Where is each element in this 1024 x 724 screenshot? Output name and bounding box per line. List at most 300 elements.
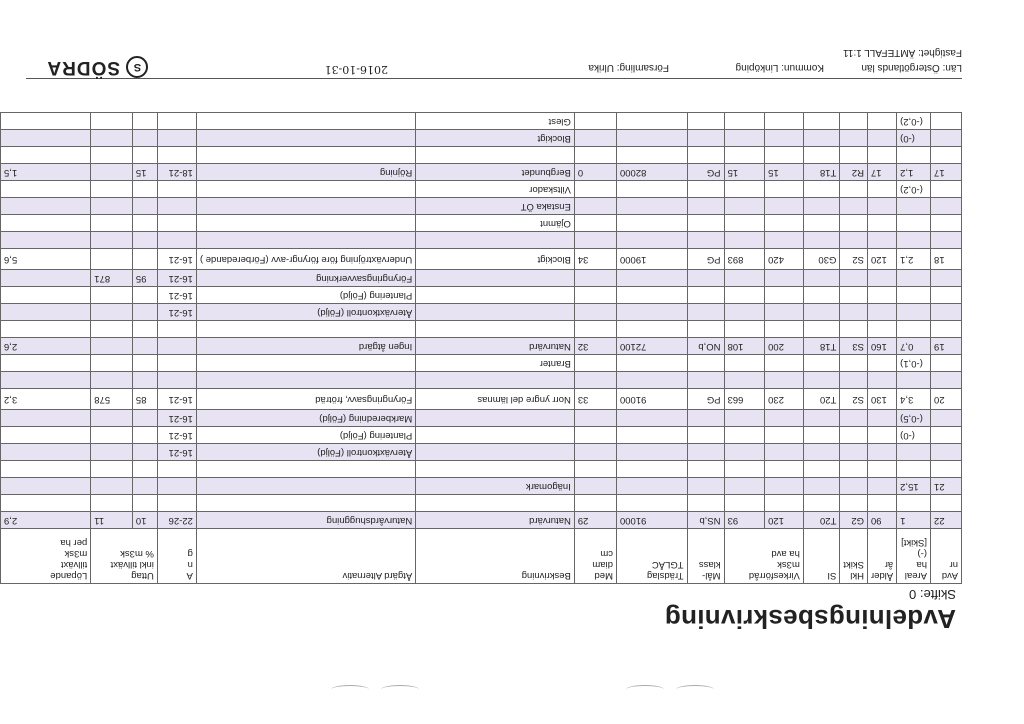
- cell-hkl: S2: [840, 389, 868, 410]
- cell-alder: [867, 461, 896, 478]
- cell-si: [803, 372, 840, 389]
- cell-med: [574, 372, 616, 389]
- col-alder: Ålder år: [867, 529, 896, 584]
- cell-areal: 3,4: [897, 389, 931, 410]
- cell-m3: [91, 355, 133, 372]
- cell-lop: [1, 181, 91, 198]
- cell-mal: [687, 181, 724, 198]
- cell-besk: [416, 495, 575, 512]
- col-virkesforrad: Virkesförråd m3sk ha avd: [724, 529, 803, 584]
- cell-hkl: [840, 113, 868, 130]
- cell-atg: [196, 478, 415, 495]
- cell-lop: [1, 232, 91, 249]
- cell-lop: 1,5: [1, 164, 91, 181]
- cell-atg: [196, 147, 415, 164]
- cell-mal: NO,b: [687, 338, 724, 355]
- cell-trad: [616, 113, 687, 130]
- cell-pct: [132, 130, 157, 147]
- cell-si: [803, 410, 840, 427]
- cell-alder: [867, 270, 896, 287]
- cell-besk: [416, 461, 575, 478]
- cell-med: [574, 461, 616, 478]
- footer-fastighet: Fastighet: ÄMTEFALL 1:11: [843, 47, 962, 58]
- cell-avd: [931, 410, 962, 427]
- cell-hkl: [840, 130, 868, 147]
- cell-ang: [157, 232, 196, 249]
- cell-avdv: [724, 287, 765, 304]
- cell-besk: [416, 287, 575, 304]
- table-row: [1, 512, 962, 529]
- cell-avd: [931, 495, 962, 512]
- sodra-logo-text: SÖDRA: [46, 57, 120, 78]
- table-row: [1, 147, 962, 164]
- cell-avd: [931, 232, 962, 249]
- cell-ha: 200: [765, 338, 804, 355]
- table-row: [1, 410, 962, 427]
- cell-ha: 120: [765, 512, 804, 529]
- cell-areal: [897, 372, 931, 389]
- cell-alder: [867, 113, 896, 130]
- cell-si: [803, 321, 840, 338]
- cell-mal: [687, 147, 724, 164]
- cell-ha: [765, 147, 804, 164]
- cell-besk: Glest: [416, 113, 575, 130]
- cell-alder: [867, 372, 896, 389]
- cell-hkl: S2: [840, 249, 868, 270]
- table-row: [1, 478, 962, 495]
- cell-atg: Återväxtkontroll (Följd): [196, 304, 415, 321]
- cell-avdv: [724, 198, 765, 215]
- cell-ha: 230: [765, 389, 804, 410]
- cell-mal: PG: [687, 164, 724, 181]
- cell-lop: [1, 461, 91, 478]
- cell-m3: [91, 249, 133, 270]
- cell-ang: 16-21: [157, 389, 196, 410]
- cell-areal: [897, 232, 931, 249]
- cell-pct: 85: [132, 389, 157, 410]
- cell-atg: Underväxtröjning före föryngr-avv (Förberedande ): [196, 249, 415, 270]
- cell-trad: [616, 478, 687, 495]
- cell-avd: [931, 461, 962, 478]
- cell-ha: [765, 321, 804, 338]
- cell-alder: [867, 410, 896, 427]
- table-row: [1, 113, 962, 130]
- cell-alder: [867, 321, 896, 338]
- cell-hkl: S3: [840, 338, 868, 355]
- cell-trad: [616, 410, 687, 427]
- cell-mal: [687, 495, 724, 512]
- cell-trad: [616, 321, 687, 338]
- cell-pct: [132, 215, 157, 232]
- cell-med: [574, 232, 616, 249]
- cell-areal: 15,2: [897, 478, 931, 495]
- cell-trad: [616, 495, 687, 512]
- cell-avdv: [724, 355, 765, 372]
- cell-avdv: 663: [724, 389, 765, 410]
- cell-lop: [1, 198, 91, 215]
- cell-avd: [931, 444, 962, 461]
- cell-ang: 16-21: [157, 410, 196, 427]
- col-angelagenhet: A n g: [157, 529, 196, 584]
- cell-hkl: [840, 461, 868, 478]
- cell-alder: [867, 232, 896, 249]
- cell-mal: [687, 444, 724, 461]
- cell-mal: [687, 427, 724, 444]
- cell-trad: 72100: [616, 338, 687, 355]
- cell-ang: [157, 147, 196, 164]
- cell-ang: 18-21: [157, 164, 196, 181]
- cell-mal: [687, 215, 724, 232]
- cell-ha: 420: [765, 249, 804, 270]
- cell-hkl: [840, 215, 868, 232]
- cell-besk: [416, 321, 575, 338]
- cell-avdv: [724, 478, 765, 495]
- cell-atg: [196, 461, 415, 478]
- cell-atg: [196, 181, 415, 198]
- cell-areal: 1,2: [897, 164, 931, 181]
- table-row: [1, 304, 962, 321]
- cell-avdv: [724, 372, 765, 389]
- cell-besk: Enstaka ÖT: [416, 198, 575, 215]
- cell-avd: 21: [931, 478, 962, 495]
- cell-mal: [687, 410, 724, 427]
- cell-trad: [616, 198, 687, 215]
- cell-avd: [931, 130, 962, 147]
- cell-avdv: [724, 495, 765, 512]
- cell-hkl: [840, 372, 868, 389]
- page-title: Avdelningsbeskrivning: [664, 604, 956, 634]
- cell-m3: [91, 232, 133, 249]
- cell-areal: (-0,1): [897, 355, 931, 372]
- cell-si: [803, 147, 840, 164]
- cell-atg: [196, 113, 415, 130]
- cell-m3: [91, 130, 133, 147]
- cell-mal: [687, 130, 724, 147]
- cell-med: 0: [574, 164, 616, 181]
- cell-areal: (-0): [897, 427, 931, 444]
- cell-si: [803, 232, 840, 249]
- cell-avdv: [724, 215, 765, 232]
- cell-avd: [931, 372, 962, 389]
- cell-lop: [1, 321, 91, 338]
- cell-mal: [687, 270, 724, 287]
- cell-avd: [931, 270, 962, 287]
- cell-med: [574, 130, 616, 147]
- table-row: [1, 287, 962, 304]
- cell-lop: [1, 304, 91, 321]
- cell-avdv: [724, 304, 765, 321]
- cell-areal: [897, 147, 931, 164]
- table-row: [1, 444, 962, 461]
- cell-ha: [765, 270, 804, 287]
- cell-m3: 11: [91, 512, 133, 529]
- cell-hkl: [840, 287, 868, 304]
- cell-alder: [867, 427, 896, 444]
- cell-ang: [157, 355, 196, 372]
- col-areal: Areal ha (-) [Skikt]: [897, 529, 931, 584]
- cell-atg: [196, 355, 415, 372]
- cell-areal: [897, 198, 931, 215]
- table-row: [1, 232, 962, 249]
- cell-ang: 16-21: [157, 427, 196, 444]
- cell-besk: Inägomark: [416, 478, 575, 495]
- cell-ha: [765, 478, 804, 495]
- cell-si: [803, 181, 840, 198]
- cell-lop: 2,9: [1, 512, 91, 529]
- cell-lop: [1, 287, 91, 304]
- cell-avdv: [724, 444, 765, 461]
- cell-ang: 16-21: [157, 304, 196, 321]
- cell-alder: 120: [867, 249, 896, 270]
- col-uttag: Uttag inkl tillväxt % m3sk: [91, 529, 158, 584]
- cell-si: [803, 461, 840, 478]
- cell-hkl: [840, 232, 868, 249]
- cell-ha: [765, 232, 804, 249]
- table-body: [1, 113, 962, 529]
- cell-ang: [157, 198, 196, 215]
- cell-pct: [132, 304, 157, 321]
- cell-hkl: [840, 427, 868, 444]
- cell-avd: [931, 427, 962, 444]
- cell-m3: [91, 215, 133, 232]
- cell-avd: [931, 321, 962, 338]
- cell-avd: [931, 355, 962, 372]
- table-row: [1, 164, 962, 181]
- cell-alder: [867, 147, 896, 164]
- cell-atg: Naturvårdshuggning: [196, 512, 415, 529]
- cell-m3: [91, 164, 133, 181]
- punch-hole-mark: [676, 685, 714, 694]
- cell-si: T18: [803, 338, 840, 355]
- cell-areal: [897, 461, 931, 478]
- table-row: [1, 181, 962, 198]
- cell-med: 33: [574, 389, 616, 410]
- cell-besk: Bergbundet: [416, 164, 575, 181]
- cell-ang: 16-21: [157, 249, 196, 270]
- cell-med: [574, 478, 616, 495]
- cell-trad: [616, 181, 687, 198]
- cell-hkl: [840, 495, 868, 512]
- cell-areal: 0,7: [897, 338, 931, 355]
- cell-ang: [157, 372, 196, 389]
- cell-med: [574, 287, 616, 304]
- table-row: [1, 130, 962, 147]
- cell-med: 29: [574, 512, 616, 529]
- cell-si: [803, 113, 840, 130]
- cell-besk: Ojämnt: [416, 215, 575, 232]
- cell-avdv: 93: [724, 512, 765, 529]
- cell-alder: [867, 304, 896, 321]
- cell-mal: [687, 321, 724, 338]
- cell-si: [803, 444, 840, 461]
- cell-ang: 16-21: [157, 287, 196, 304]
- cell-atg: Plantering (Följd): [196, 427, 415, 444]
- cell-atg: [196, 130, 415, 147]
- cell-besk: Blockigt: [416, 249, 575, 270]
- cell-avdv: [724, 232, 765, 249]
- cell-avdv: [724, 113, 765, 130]
- cell-med: [574, 304, 616, 321]
- cell-lop: [1, 113, 91, 130]
- cell-alder: [867, 198, 896, 215]
- cell-hkl: G2: [840, 512, 868, 529]
- cell-atg: [196, 372, 415, 389]
- cell-med: [574, 215, 616, 232]
- cell-alder: 90: [867, 512, 896, 529]
- cell-ha: [765, 495, 804, 512]
- cell-pct: [132, 355, 157, 372]
- cell-ha: [765, 355, 804, 372]
- cell-areal: (-0,5): [897, 410, 931, 427]
- cell-si: [803, 270, 840, 287]
- cell-pct: [132, 232, 157, 249]
- cell-mal: [687, 287, 724, 304]
- cell-hkl: [840, 304, 868, 321]
- cell-m3: [91, 304, 133, 321]
- cell-ang: [157, 478, 196, 495]
- table-row: [1, 215, 962, 232]
- cell-m3: [91, 287, 133, 304]
- cell-mal: [687, 372, 724, 389]
- cell-ang: 22-26: [157, 512, 196, 529]
- cell-si: [803, 198, 840, 215]
- cell-m3: [91, 181, 133, 198]
- cell-si: [803, 478, 840, 495]
- cell-ang: [157, 461, 196, 478]
- cell-areal: [897, 444, 931, 461]
- cell-hkl: [840, 270, 868, 287]
- cell-m3: [91, 410, 133, 427]
- cell-trad: [616, 270, 687, 287]
- cell-avd: [931, 287, 962, 304]
- table-row: [1, 198, 962, 215]
- footer-lan: Län: Östergötlands län: [861, 62, 962, 73]
- cell-alder: 160: [867, 338, 896, 355]
- cell-areal: (-0,2): [897, 113, 931, 130]
- cell-pct: [132, 478, 157, 495]
- cell-si: [803, 427, 840, 444]
- cell-alder: [867, 495, 896, 512]
- col-beskrivning: Beskrivning: [416, 529, 575, 584]
- cell-ang: [157, 495, 196, 512]
- cell-si: [803, 304, 840, 321]
- cell-besk: Naturvärd: [416, 512, 575, 529]
- cell-med: [574, 444, 616, 461]
- cell-avdv: [724, 130, 765, 147]
- stand-table: [0, 112, 962, 584]
- table-row: [1, 372, 962, 389]
- cell-avdv: [724, 321, 765, 338]
- cell-si: G30: [803, 249, 840, 270]
- cell-alder: 17: [867, 164, 896, 181]
- cell-lop: [1, 130, 91, 147]
- table-row: [1, 249, 962, 270]
- cell-med: [574, 321, 616, 338]
- cell-trad: [616, 130, 687, 147]
- cell-med: 32: [574, 338, 616, 355]
- cell-pct: [132, 410, 157, 427]
- cell-mal: [687, 113, 724, 130]
- cell-med: [574, 355, 616, 372]
- cell-hkl: [840, 355, 868, 372]
- cell-mal: PG: [687, 249, 724, 270]
- cell-pct: [132, 113, 157, 130]
- cell-hkl: [840, 181, 868, 198]
- cell-alder: [867, 130, 896, 147]
- cell-m3: 871: [91, 270, 133, 287]
- cell-ha: [765, 427, 804, 444]
- cell-alder: [867, 355, 896, 372]
- cell-besk: [416, 304, 575, 321]
- cell-m3: [91, 338, 133, 355]
- cell-trad: 82000: [616, 164, 687, 181]
- col-lopande-tillvaxt: Löpande tillväxt m3sk per ha: [1, 529, 91, 584]
- cell-atg: [196, 495, 415, 512]
- cell-avd: [931, 113, 962, 130]
- cell-hkl: R2: [840, 164, 868, 181]
- cell-avdv: [724, 461, 765, 478]
- cell-med: [574, 495, 616, 512]
- cell-trad: [616, 215, 687, 232]
- cell-ang: [157, 321, 196, 338]
- cell-besk: [416, 232, 575, 249]
- cell-atg: Plantering (Följd): [196, 287, 415, 304]
- cell-ang: [157, 113, 196, 130]
- col-tradslag: Trädslag TGLÅC: [616, 529, 687, 584]
- cell-besk: Branter: [416, 355, 575, 372]
- cell-atg: [196, 198, 415, 215]
- cell-ha: [765, 444, 804, 461]
- cell-m3: [91, 461, 133, 478]
- cell-ha: [765, 130, 804, 147]
- table-row: [1, 389, 962, 410]
- cell-lop: [1, 215, 91, 232]
- cell-ang: 16-21: [157, 270, 196, 287]
- cell-avd: 17: [931, 164, 962, 181]
- cell-lop: 2,6: [1, 338, 91, 355]
- cell-ha: [765, 181, 804, 198]
- table-row: [1, 461, 962, 478]
- cell-hkl: [840, 444, 868, 461]
- col-hkl: Hkl Skikt: [840, 529, 868, 584]
- cell-hkl: [840, 321, 868, 338]
- cell-atg: [196, 215, 415, 232]
- cell-atg: Röjning: [196, 164, 415, 181]
- col-medeldiameter: Med diam cm: [574, 529, 616, 584]
- cell-si: [803, 130, 840, 147]
- cell-si: [803, 287, 840, 304]
- cell-trad: [616, 444, 687, 461]
- punch-hole-mark: [331, 685, 369, 694]
- cell-hkl: [840, 147, 868, 164]
- cell-pct: [132, 198, 157, 215]
- cell-avd: 22: [931, 512, 962, 529]
- cell-avd: [931, 304, 962, 321]
- cell-trad: [616, 304, 687, 321]
- col-avd: Avd nr: [931, 529, 962, 584]
- cell-lop: [1, 444, 91, 461]
- cell-avdv: [724, 270, 765, 287]
- footer-divider: [26, 78, 962, 79]
- cell-atg: [196, 232, 415, 249]
- cell-mal: [687, 232, 724, 249]
- cell-lop: [1, 495, 91, 512]
- cell-m3: [91, 495, 133, 512]
- cell-avdv: [724, 427, 765, 444]
- cell-trad: 19000: [616, 249, 687, 270]
- cell-avd: [931, 147, 962, 164]
- cell-pct: [132, 372, 157, 389]
